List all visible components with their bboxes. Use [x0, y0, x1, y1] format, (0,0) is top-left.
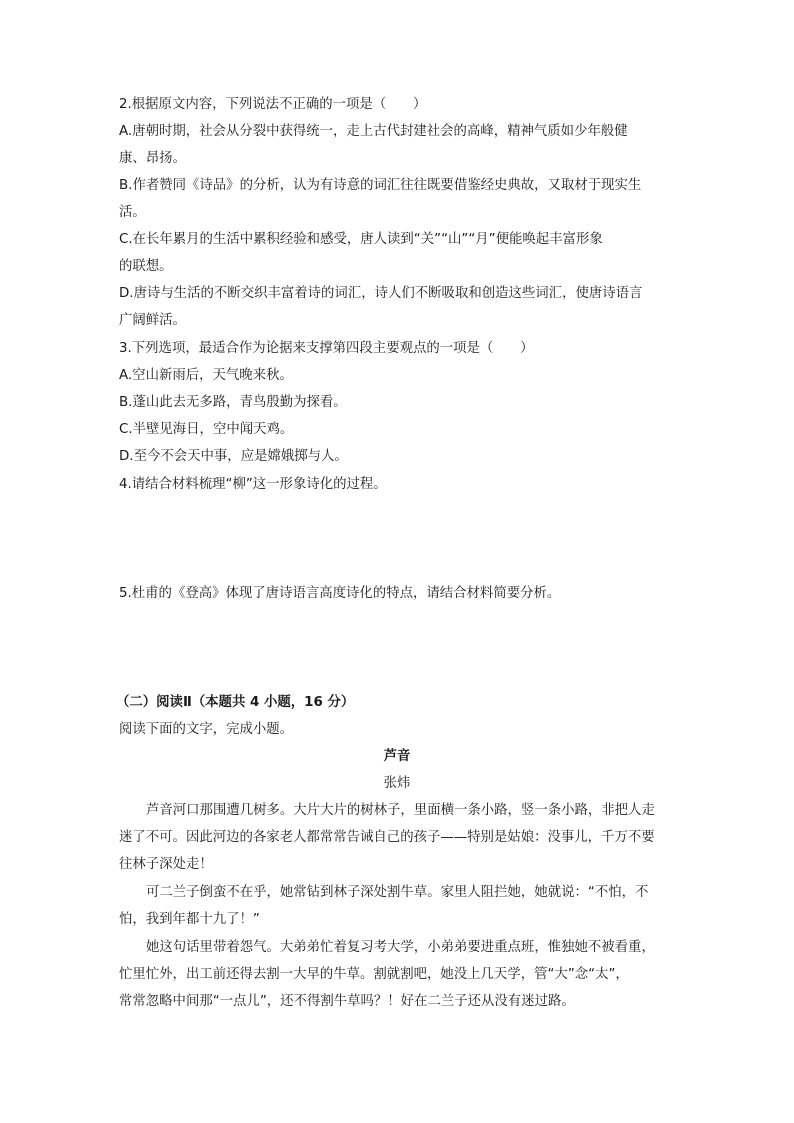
question-2-option-c-cont: 的联想。: [119, 259, 173, 274]
question-2-option-c: C.在长年累月的生活中累积经验和感受，唐人读到“关”“山”“月”便能唤起丰富形象: [119, 232, 603, 247]
section-heading: （二）阅读Ⅱ（本题共 4 小题，16 分）: [116, 695, 355, 710]
question-4-stem: 4.请结合材料梳理“柳”这一形象诗化的过程。: [119, 477, 387, 492]
question-3-option-b: B.蓬山此去无多路，青鸟殷勤为探看。: [119, 395, 347, 410]
paragraph-2-line-2: 怕，我到年都十九了！”: [119, 912, 260, 927]
question-3-option-d: D.至今不会天中事，应是嫦娥掷与人。: [119, 449, 348, 464]
question-2-option-a-cont: 康、昂扬。: [119, 151, 186, 166]
paragraph-1-line-2: 迷了不可。因此河边的各家老人都常常告诫自己的孩子——特别是姑娘：没事儿，千万不要: [119, 830, 655, 845]
question-2-option-b: B.作者赞同《诗品》的分析，认为有诗意的词汇往往既要借鉴经史典故，又取材于现实生: [119, 178, 642, 193]
question-2-option-d: D.唐诗与生活的不断交织丰富着诗的词汇，诗人们不断吸取和创造这些词汇，使唐诗语言: [119, 286, 643, 301]
paragraph-1-line-3: 往林子深处走！: [119, 857, 213, 872]
question-3-stem: 3.下列选项，最适合作为论据来支撑第四段主要观点的一项是（ ）: [119, 341, 534, 356]
paragraph-3-line-2: 忙里忙外，出工前还得去割一大早的牛草。割就割吧，她没上几天学，管“大”念“太”，: [119, 967, 629, 982]
paragraph-3-line-1: 她这句话里带着怨气。大弟弟忙着复习考大学，小弟弟要进重点班，惟独她不被看重，: [146, 940, 655, 955]
passage-title: 芦音: [383, 749, 411, 764]
paragraph-3-line-3: 常常忽略中间那“一点儿”，还不得割牛草吗？！好在二兰子还从没有迷过路。: [119, 994, 575, 1009]
question-2-stem: 2.根据原文内容，下列说法不正确的一项是（ ）: [119, 97, 427, 112]
section-instruction: 阅读下面的文字，完成小题。: [119, 722, 294, 737]
question-3-option-a: A.空山新雨后，天气晚来秋。: [119, 368, 293, 383]
passage-author: 张炜: [383, 776, 411, 791]
question-2-option-d-cont: 广阔鲜活。: [119, 313, 186, 328]
question-2-option-b-cont: 活。: [119, 205, 146, 220]
question-3-option-c: C.半壁见海日，空中闻天鸡。: [119, 422, 294, 437]
question-2-option-a: A.唐朝时期，社会从分裂中获得统一，走上古代封建社会的高峰，精神气质如少年般健: [119, 124, 628, 139]
paragraph-2-line-1: 可二兰子倒蛮不在乎，她常钻到林子深处割牛草。家里人阻拦她，她就说：“不怕，不: [146, 885, 649, 900]
question-5-stem: 5.杜甫的《登高》体现了唐诗语言高度诗化的特点，请结合材料简要分析。: [119, 586, 561, 601]
paragraph-1-line-1: 芦音河口那围遭几树多。大片大片的树林子，里面横一条小路，竖一条小路，非把人走: [146, 803, 655, 818]
